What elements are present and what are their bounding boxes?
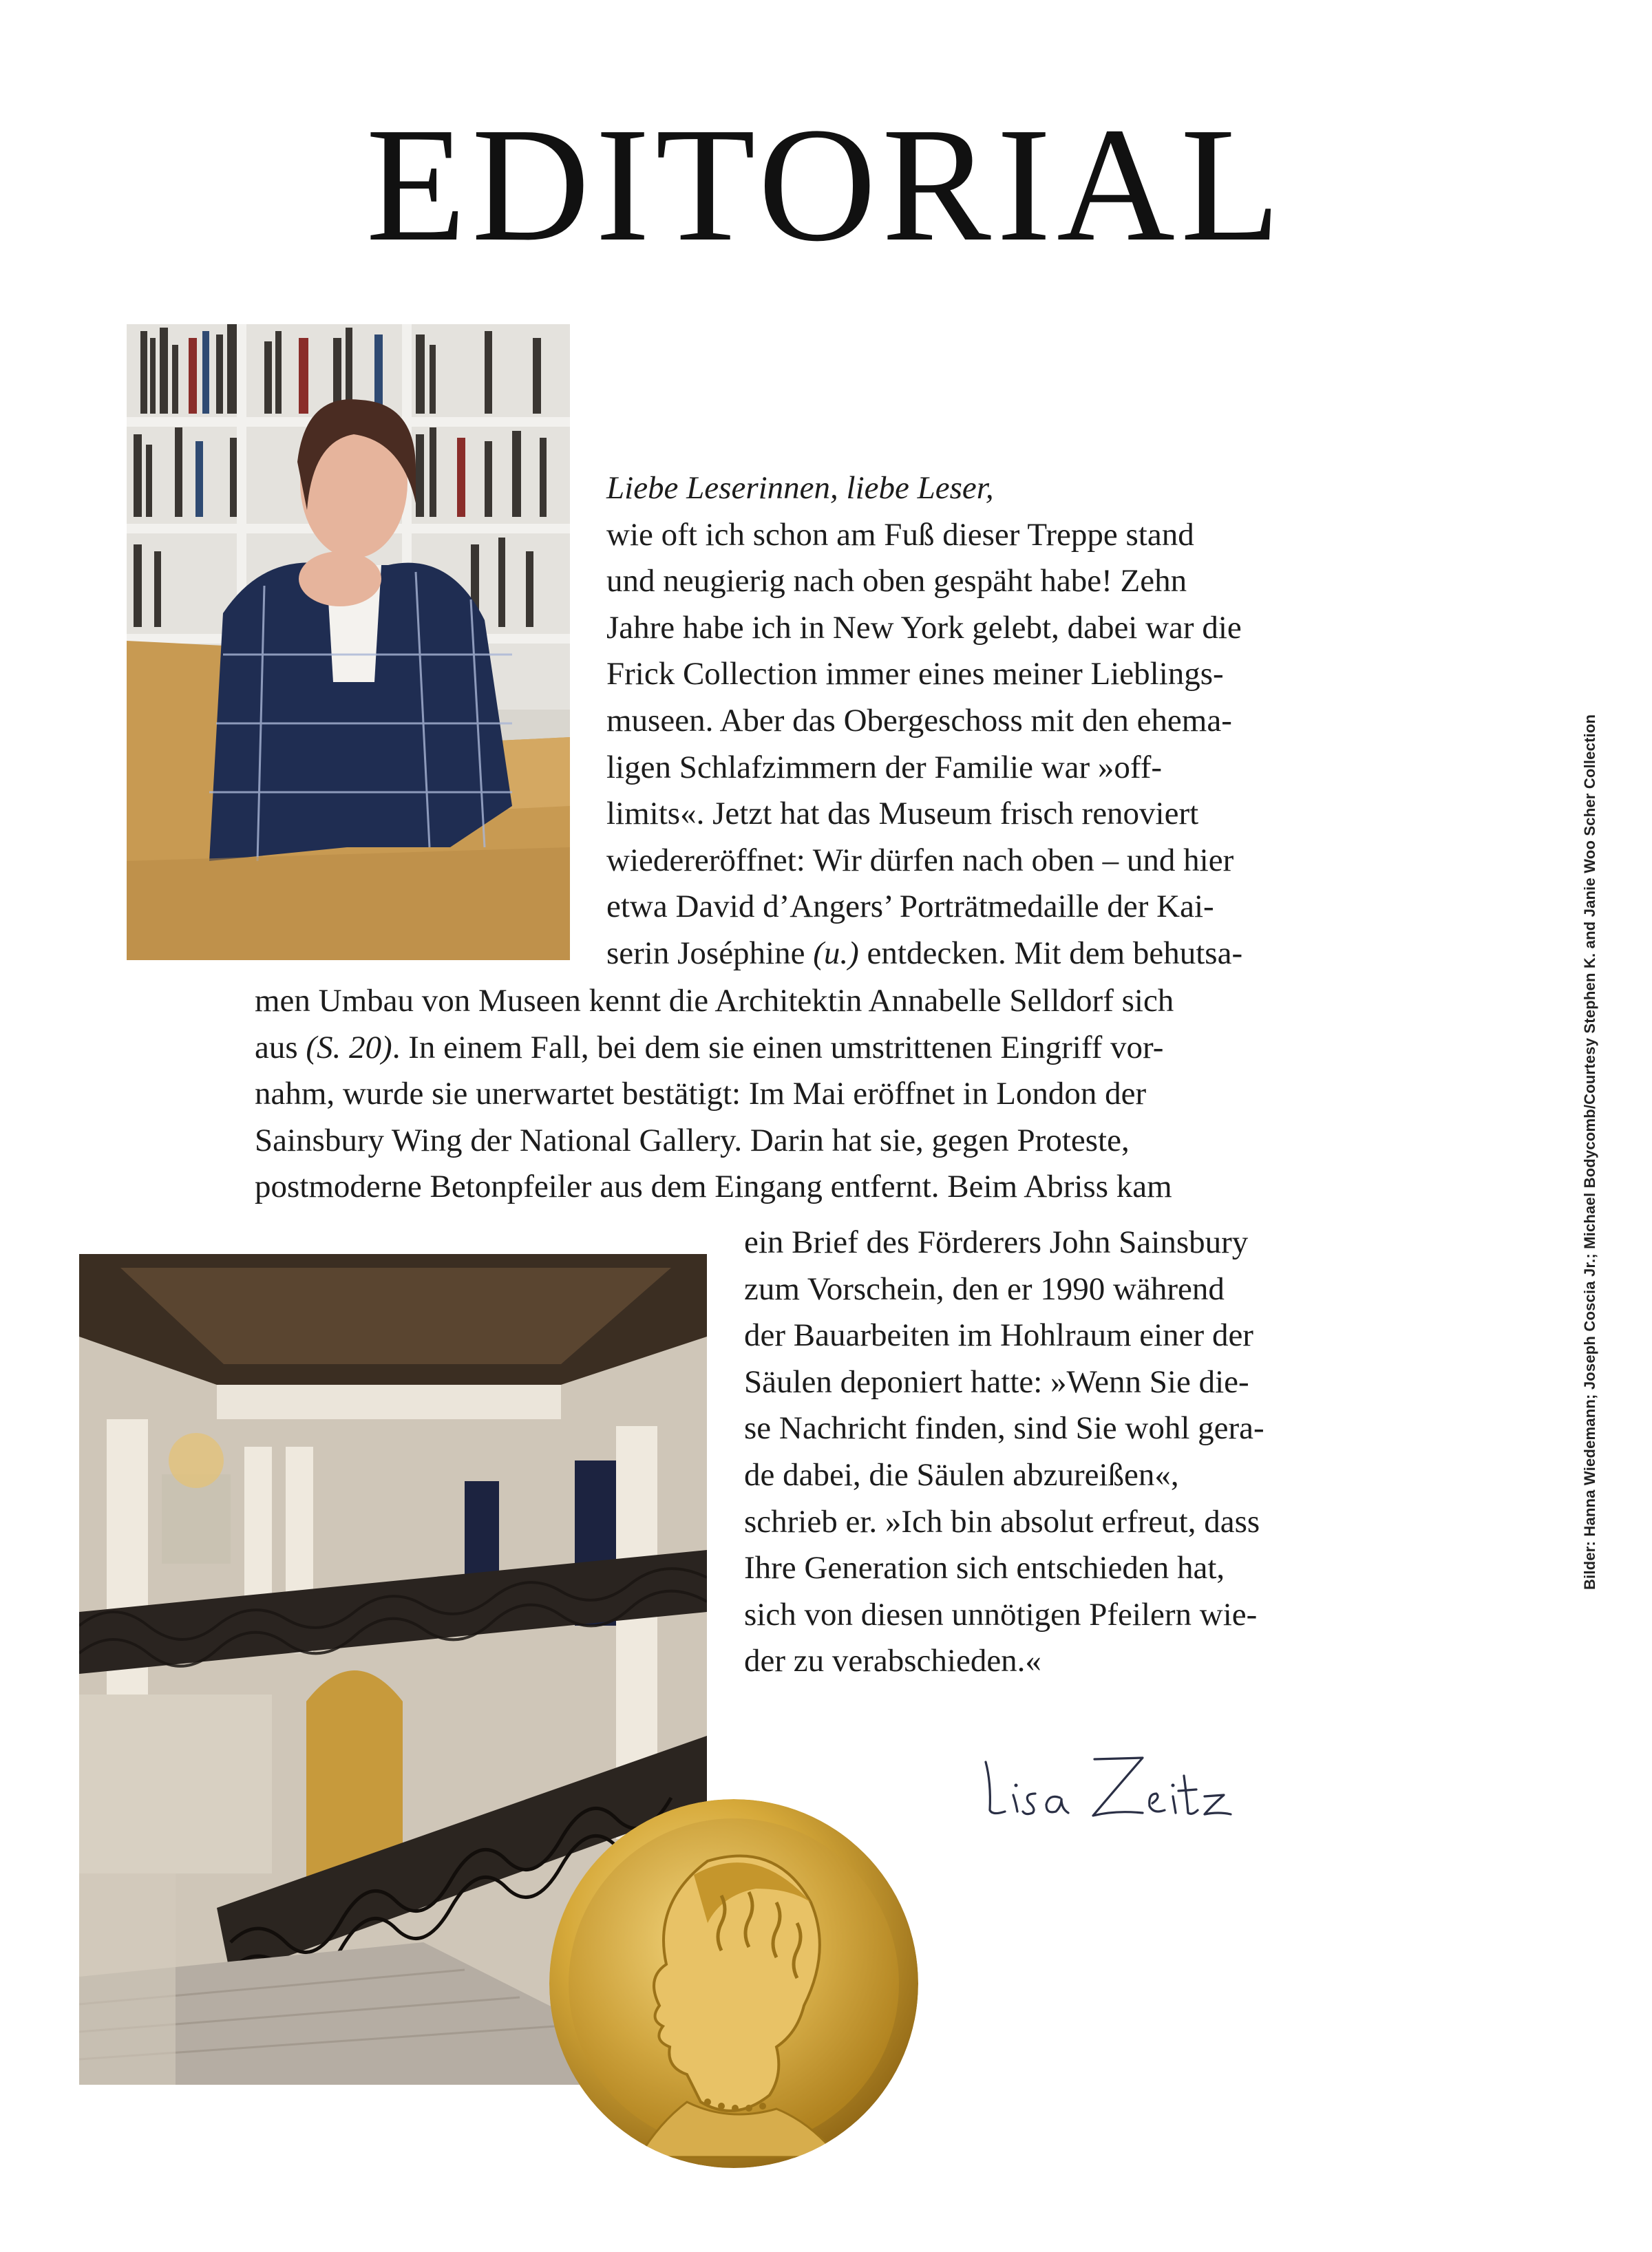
text-line: Säulen deponiert hatte: »Wenn Sie die-	[744, 1363, 1249, 1400]
text-segment: aus	[255, 1029, 306, 1065]
text-line: ein Brief des Förderers John Sainsbury	[744, 1224, 1249, 1260]
text-segment: serin Joséphine	[606, 935, 814, 971]
text-line: Frick Collection immer eines meiner Lieblings-	[606, 656, 1224, 692]
text-segment: entdecken. Mit dem behutsa-	[858, 935, 1243, 971]
text-line: sich von diesen unnötigen Pfeilern wie-	[744, 1596, 1258, 1633]
text-line: Sainsbury Wing der National Gallery. Darin hat sie, gegen Proteste,	[255, 1122, 1130, 1158]
text-line: se Nachricht finden, sind Sie wohl gera-	[744, 1410, 1264, 1447]
text-line	[255, 1025, 1174, 1072]
text-line: wiedereröffnet: Wir dürfen nach oben – und hier	[606, 842, 1234, 878]
editor-portrait-photo	[127, 324, 570, 960]
article-text-block-3	[744, 1220, 1264, 1685]
text-line: Ihre Generation sich entschieden hat,	[744, 1550, 1225, 1586]
text-line: der zu verabschieden.«	[744, 1643, 1041, 1679]
text-line: wie oft ich schon am Fuß dieser Treppe stand	[606, 516, 1194, 553]
page-title: EDITORIAL	[366, 94, 1286, 275]
text-line: nahm, wurde sie unerwartet bestätigt: Im Mai eröffnet in London der	[255, 1076, 1147, 1112]
article-text-block-2	[255, 978, 1174, 1211]
photo-credit: Bilder: Hanna Wiedemann; Joseph Coscia Jr.; Michael Bodycomb/Courtesy Stephen K. and Janie Woo Scher Collection	[1581, 714, 1598, 1590]
salutation: Liebe Leserinnen, liebe Leser,	[606, 470, 994, 506]
text-line: der Bauarbeiten im Hohlraum einer der	[744, 1317, 1253, 1354]
text-line: limits«. Jetzt hat das Museum frisch renoviert	[606, 796, 1199, 832]
text-segment: . In einem Fall, bei dem sie einen umstrittenen Eingriff vor-	[392, 1029, 1164, 1065]
text-line: Jahre habe ich in New York gelebt, dabei war die	[606, 609, 1242, 646]
text-line: de dabei, die Säulen abzureißen«,	[744, 1456, 1179, 1493]
page-reference: (S. 20)	[306, 1029, 392, 1065]
article-text-block-1	[606, 465, 1242, 977]
text-line: museen. Aber das Obergeschoss mit den ehema-	[606, 702, 1232, 739]
text-line: men Umbau von Museen kennt die Architektin Annabelle Selldorf sich	[255, 983, 1174, 1019]
text-line: etwa David d’Angers’ Porträtmedaille der Kai-	[606, 889, 1214, 925]
text-line	[606, 931, 1242, 977]
text-line: ligen Schlafzimmern der Familie war »off-	[606, 749, 1163, 785]
text-line: zum Vorschein, den er 1990 während	[744, 1271, 1225, 1307]
text-line: postmoderne Betonpfeiler aus dem Eingang entfernt. Beim Abriss kam	[255, 1169, 1172, 1205]
text-line: und neugierig nach oben gespäht habe! Zehn	[606, 563, 1187, 599]
editor-signature	[977, 1734, 1253, 1838]
text-line: schrieb er. »Ich bin absolut erfreut, dass	[744, 1503, 1260, 1540]
image-reference: (u.)	[813, 935, 859, 971]
josephine-medal-photo	[549, 1799, 918, 2168]
